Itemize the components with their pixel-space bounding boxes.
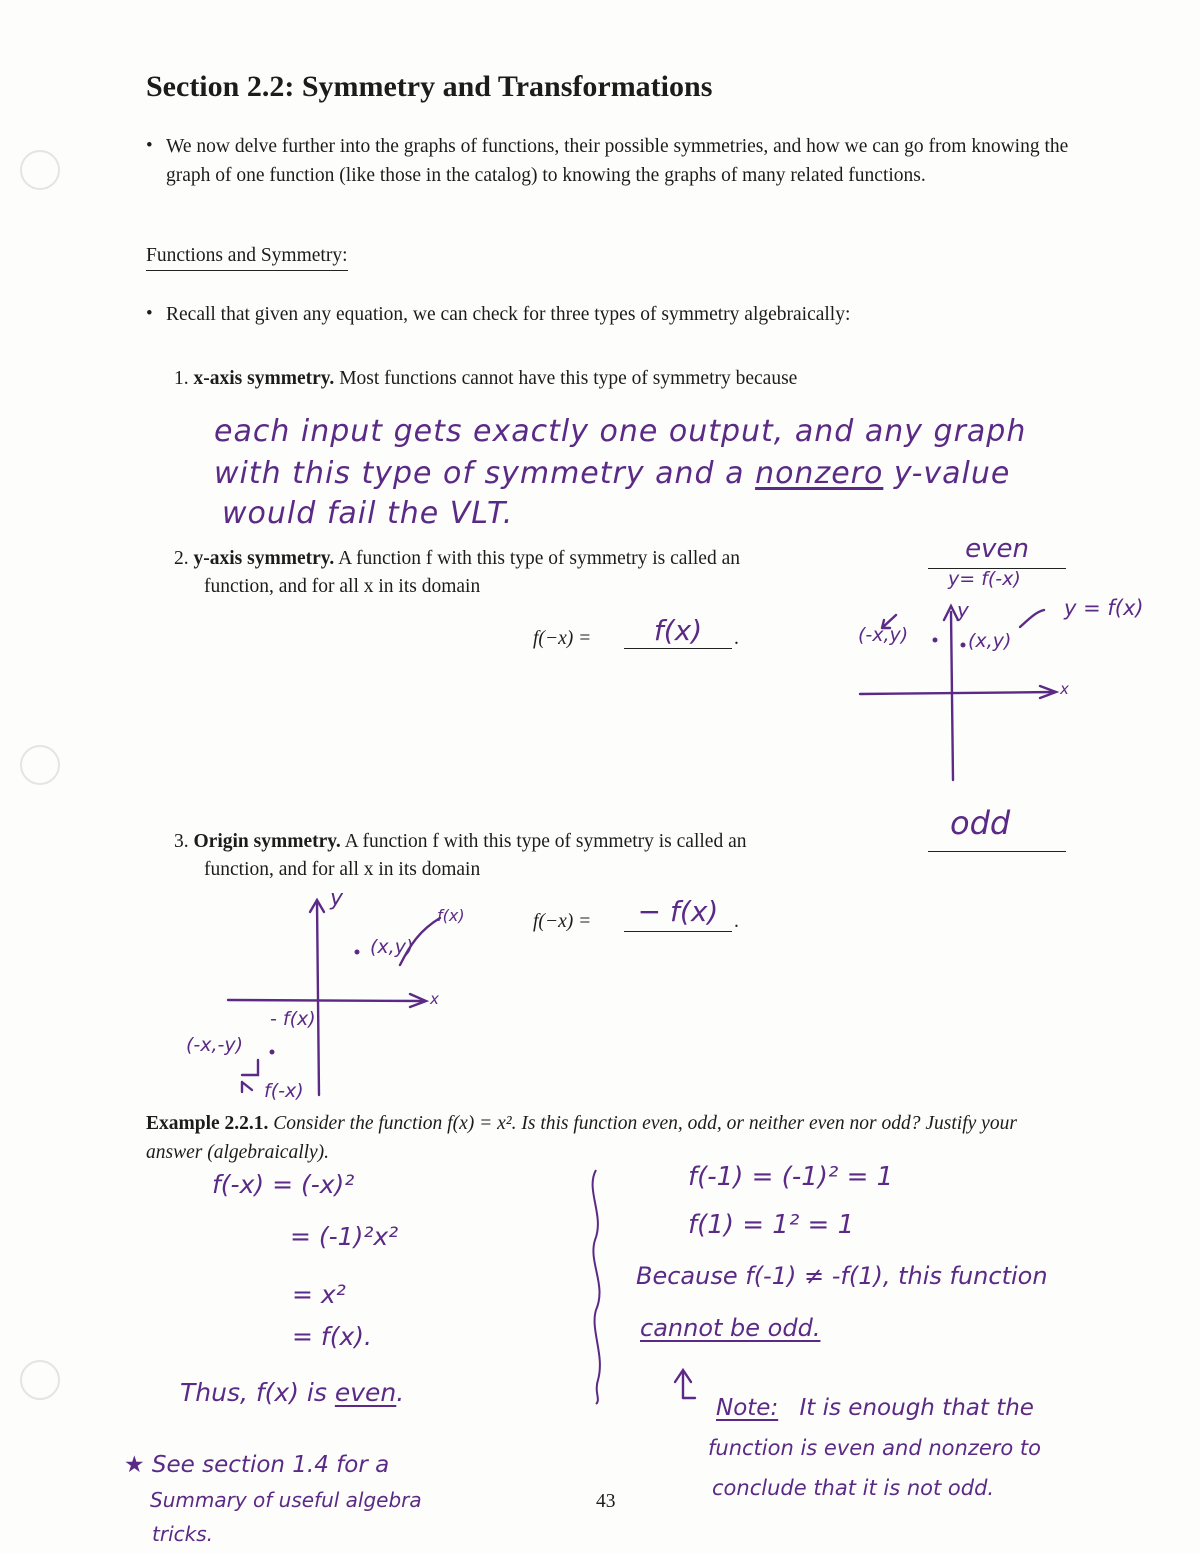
axis-label-y: y [957,598,969,622]
work-line: f(1) = 1² = 1 [688,1210,855,1240]
point-label-top: (x,y) [370,936,414,958]
point-marker [961,643,966,648]
note-line: function is even and nonzero to [708,1436,1041,1460]
axis-label-x: x [1060,680,1069,698]
brace-divider [593,1170,600,1404]
work-line: f(-x) = (-x)² [212,1170,355,1199]
item-heading: x-axis symmetry. [193,368,335,389]
item-x-axis: 1. x-axis symmetry. Most functions cannot have this type of symmetry because [174,368,798,389]
period: . [734,911,739,932]
item-heading: y-axis symmetry. [193,548,335,569]
footnote-line: ★ See section 1.4 for a [124,1452,390,1478]
note-line: Note: It is enough that the [716,1395,1034,1421]
item-y-axis: 2. y-axis symmetry. A function f with this type of symmetry is called an [174,548,740,569]
item-heading: Origin symmetry. [193,831,341,852]
bullet-icon: • [146,303,153,324]
sketch-label: y= f(-x) [948,568,1021,590]
conclusion: Thus, f(x) is even. [180,1378,405,1407]
curve-label: f(x) [437,906,465,925]
work-line: = x² [292,1280,346,1309]
page-number: 43 [596,1491,616,1512]
work-line: = f(x). [292,1322,372,1351]
point-marker [270,1050,275,1055]
curve-label: y = f(x) [1064,596,1144,620]
work-line: Because f(-1) ≠ -f(1), this function [636,1262,1048,1290]
even-answer-blank: even [928,544,1066,569]
equation-left: f(−x) = [533,628,592,649]
point-marker [933,638,938,643]
intro-paragraph: We now delve further into the graphs of functions, their possible symmetries, and how we can go from knowing the graph of one function (like those in the catalog) to knowing the graphs of many related functions. [166,136,1069,186]
page-title: Section 2.2: Symmetry and Transformations [146,70,713,103]
note-label: Note: [716,1395,779,1421]
point-label-right: (x,y) [968,630,1012,652]
bullet-icon: • [146,135,153,156]
footnote-line: tricks. [152,1522,213,1546]
item-text: function, and for all x in its domain [204,859,481,880]
work-line: cannot be odd. [640,1314,821,1342]
item-text: function, and for all x in its domain [204,576,481,597]
axis-label-x: x [430,990,439,1008]
handwritten-answer-line: with this type of symmetry and a nonzero y-value [214,456,1011,491]
section-subheading: Functions and Symmetry: [146,243,348,271]
point-label-bottom: (-x,-y) [186,1034,244,1056]
equation-answer-blank: − f(x) [624,907,732,932]
period: . [734,628,739,649]
point-label-left: (-x,y) [858,624,909,646]
up-arrow-icon [675,1370,695,1398]
example-prompt: Example 2.2.1. Consider the function f(x) = x². Is this function even, odd, or neither even nor odd? Justify your answer (algebraically). [146,1113,1017,1163]
note-line: conclude that it is not odd. [712,1476,995,1500]
footnote-line: Summary of useful algebra [150,1488,422,1512]
recall-paragraph: Recall that given any equation, we can check for three types of symmetry algebraically: [166,304,851,325]
handwritten-answer-line: would fail the VLT. [222,496,514,531]
work-line: f(-1) = (-1)² = 1 [688,1162,894,1192]
odd-answer-blank: odd [928,826,1066,852]
handwritten-answer-line: each input gets exactly one output, and any graph [214,414,1027,449]
axis-label-y: y [330,886,344,911]
work-line: = (-1)²x² [290,1222,399,1251]
neg-value-label: - f(x) [270,1008,316,1030]
item-origin: 3. Origin symmetry. A function f with this type of symmetry is called an [174,831,747,852]
equation-left: f(−x) = [533,911,592,932]
equation-answer-blank: f(x) [624,624,732,649]
bottom-label: f(-x) [264,1080,304,1102]
point-marker [355,950,360,955]
